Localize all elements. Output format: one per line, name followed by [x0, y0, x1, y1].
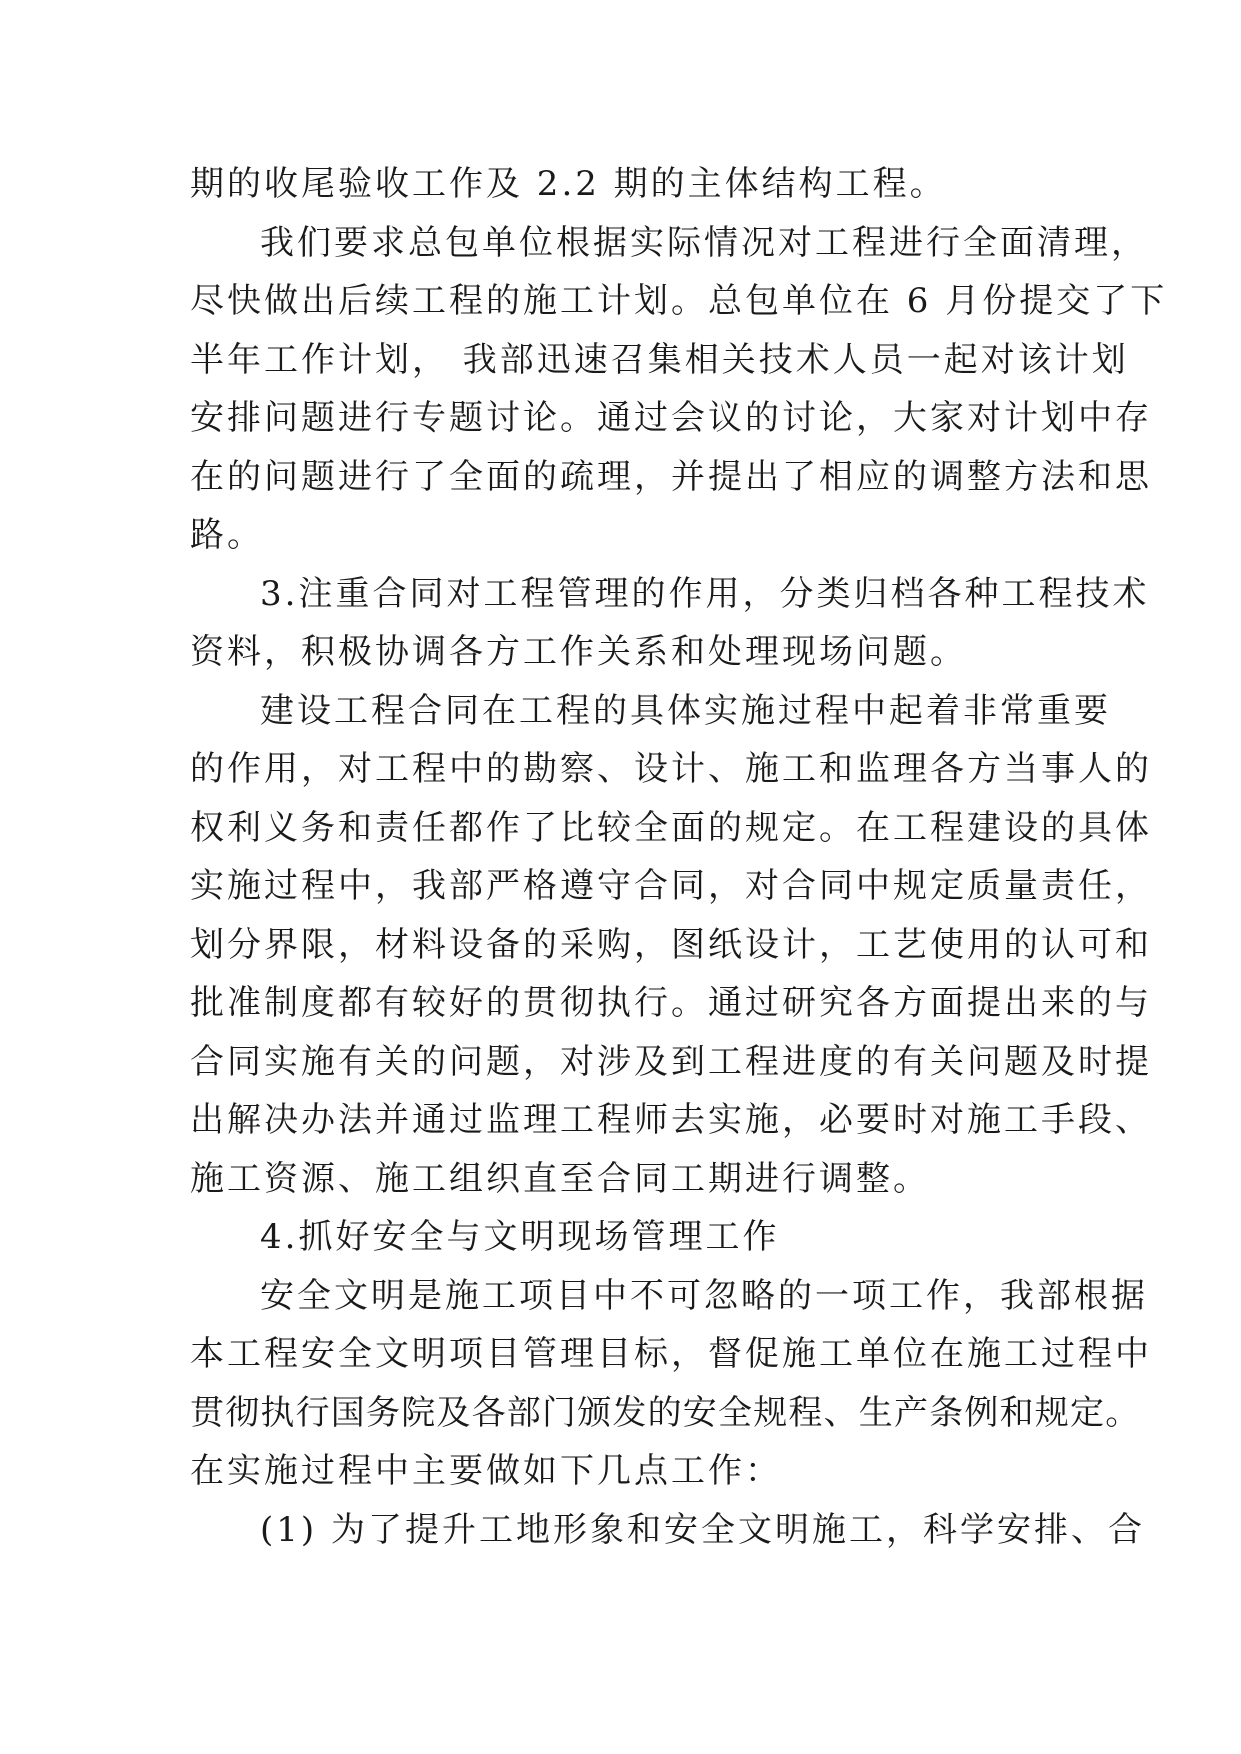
document-body: [190, 155, 1168, 1559]
text-line: 施工资源、施工组织直至合同工期进行调整。: [190, 1158, 930, 1199]
text-line: 尽快做出后续工程的施工计划。总包单位在 6 月份提交了下: [190, 281, 1168, 321]
text-line: 安排问题进行专题讨论。通过会议的讨论，大家对计划中存: [190, 398, 1152, 438]
text-line: 半年工作计划， 我部迅速召集相关技术人员一起对该计划: [190, 339, 1129, 380]
text-line: 资料，积极协调各方工作关系和处理现场问题。: [190, 632, 967, 672]
text-line: 3.注重合同对工程管理的作用，分类归档各种工程技术: [260, 573, 1150, 614]
text-line: 我们要求总包单位根据实际情况对工程进行全面清理，: [260, 222, 1148, 263]
text-line: 权利义务和责任都作了比较全面的规定。在工程建设的具体: [190, 807, 1152, 848]
text-line: 本工程安全文明项目管理目标，督促施工单位在施工过程中: [190, 1334, 1152, 1374]
text-line: 实施过程中，我部严格遵守合同，对合同中规定质量责任，: [190, 866, 1152, 906]
text-line: 期的收尾验收工作及 2.2 期的主体结构工程。: [190, 164, 947, 204]
text-line: 批准制度都有较好的贯彻执行。通过研究各方面提出来的与: [190, 983, 1152, 1023]
text-line: 在的问题进行了全面的疏理，并提出了相应的调整方法和思: [190, 456, 1152, 497]
text-line: 安全文明是施工项目中不可忽略的一项工作，我部根据: [260, 1275, 1148, 1316]
text-line: 合同实施有关的问题，对涉及到工程进度的有关问题及时提: [190, 1041, 1152, 1082]
text-line: 出解决办法并通过监理工程师去实施，必要时对施工手段、: [190, 1100, 1152, 1140]
text-line: 划分界限，材料设备的采购，图纸设计，工艺使用的认可和: [190, 924, 1152, 965]
text-line: (1) 为了提升工地形象和安全文明施工，科学安排、合: [260, 1509, 1145, 1550]
text-line: 路。: [190, 515, 264, 555]
text-line: 在实施过程中主要做如下几点工作：: [190, 1451, 782, 1491]
text-line: 建设工程合同在工程的具体实施过程中起着非常重要: [260, 690, 1111, 731]
text-line: 的作用，对工程中的勘察、设计、施工和监理各方当事人的: [190, 749, 1152, 789]
text-line: 贯彻执行国务院及各部门颁发的安全规程、生产条例和规定。: [190, 1392, 1141, 1433]
text-line: 4.抓好安全与文明现场管理工作: [260, 1217, 780, 1257]
